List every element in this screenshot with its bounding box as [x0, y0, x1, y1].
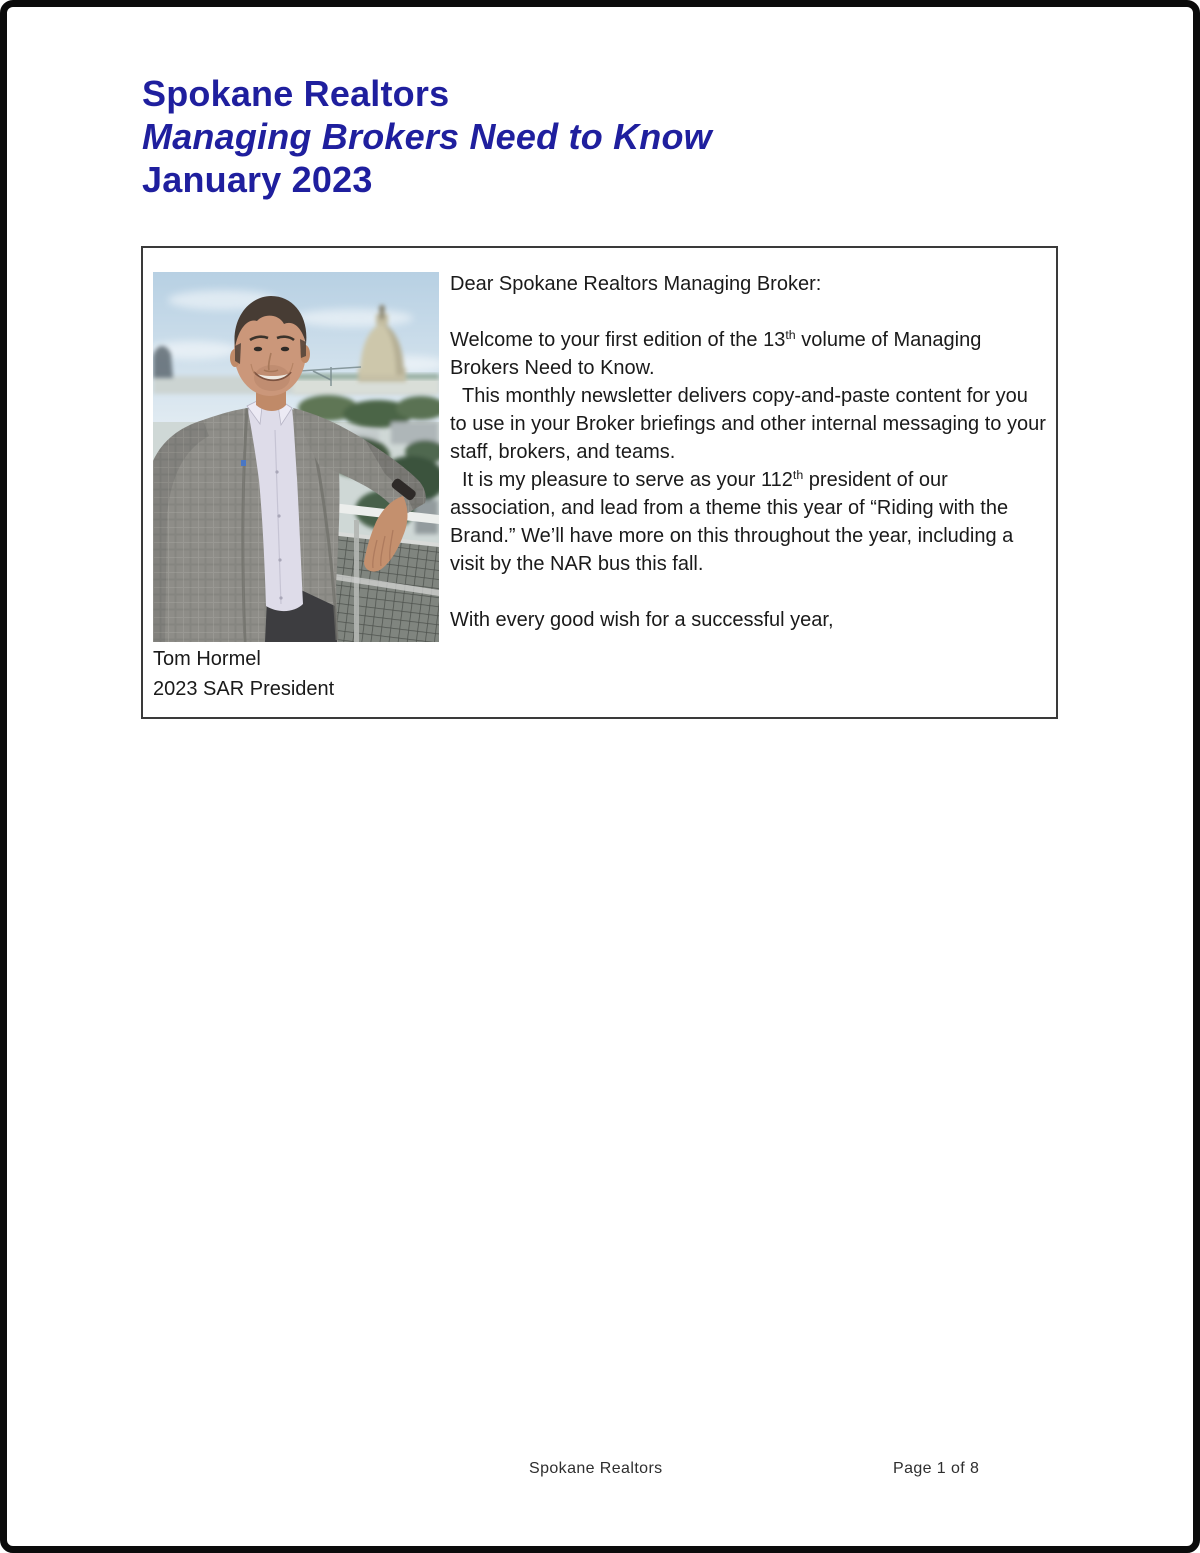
- letter-para-pleasure-text-2: president of our association, and lead from a theme this year of “Riding with the Brand.” We’ll have more on this throughout the year, including a visit by the NAR bus this fall.: [450, 469, 1014, 575]
- masthead: [142, 72, 712, 201]
- letter-salutation: Dear Spokane Realtors Managing Broker:: [450, 273, 822, 295]
- letter-para-pleasure-text: It is my pleasure to serve as your 112: [462, 469, 793, 491]
- letter-para-monthly: This monthly newsletter delivers copy-and-paste content for you to use in your Broker briefings and other internal messaging to your staff, brokers, and teams.: [450, 385, 1046, 463]
- lapel-pin: [241, 460, 246, 466]
- masthead-org-name: Spokane Realtors: [142, 73, 450, 114]
- letter-para-pleasure-ordinal: th: [792, 468, 804, 483]
- masthead-newsletter-title: Managing Brokers Need to Know: [142, 116, 712, 157]
- letter-para-welcome-text: Welcome to your first edition of the 13: [450, 329, 786, 351]
- footer-doc-title: Spokane Realtors: [529, 1460, 663, 1477]
- photo-caption-title: 2023 SAR President: [153, 678, 335, 700]
- president-photo: [153, 272, 439, 642]
- letter-body: [450, 270, 1050, 634]
- photo-caption-name: Tom Hormel: [153, 648, 261, 670]
- letter-para-welcome-ordinal: th: [785, 328, 796, 343]
- masthead-issue-date: January 2023: [142, 159, 373, 200]
- president-letter-box: [141, 246, 1058, 719]
- letter-para-pleasure: [450, 466, 1050, 578]
- page-footer: [0, 1460, 1200, 1484]
- footer-page-number: Page 1 of 8: [893, 1460, 980, 1477]
- letter-para-welcome: [450, 326, 1050, 382]
- photo-caption: [153, 644, 334, 704]
- letter-closing: With every good wish for a successful year,: [450, 609, 834, 631]
- letter-para-welcome-text-2: volume of Managing Brokers Need to Know.: [450, 329, 982, 379]
